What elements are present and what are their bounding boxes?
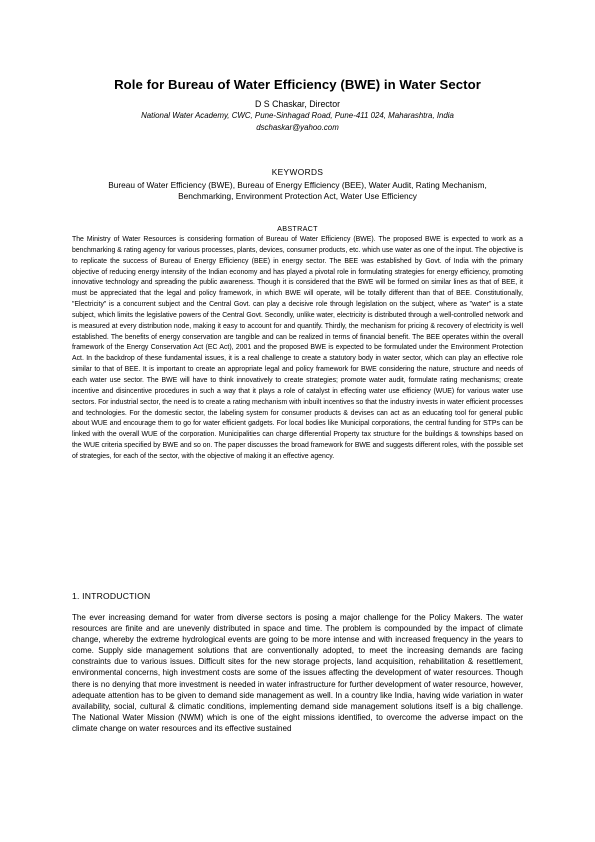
author-email: dschaskar@yahoo.com <box>256 123 339 132</box>
abstract-heading: ABSTRACT <box>277 224 318 233</box>
introduction-text: The ever increasing demand for water from diverse sectors is posing a major challenge for the Policy Makers. The water resources are finite and are unevenly distributed in space and time. The problem is compounded by the impact of climate change, whereby the extreme hydrological events are going to be more intense and with increased frequency in the years to come. Supply side management solutions that are conventionally adopted, to meet the increasing demands are facing constraints due to various issues. Difficult sites for the new storage projects, land acquisition, rehabilitation & resettlement, environmental concerns, high investment costs are some of the issues affecting the development of water resources. Though there is no denying that more investment is needed in water infrastructure for further development of water resource, however, adequate attention has to be given to demand side management as well. In a country like India, having wide variation in water availability, social, cultural & climatic conditions, implementing demand side management solutions itself is a big challenge. The National Water Mission (NWM) which is one of the eight missions identified, to overcome the adverse impact on the climate change on water resources and its effective sustained <box>72 613 523 733</box>
author-affiliation: National Water Academy, CWC, Pune-Sinhagad Road, Pune-411 024, Maharashtra, India <box>141 111 454 120</box>
abstract-text: The Ministry of Water Resources is considering formation of Bureau of Water Efficiency (BWE). The proposed BWE is expected to work as a benchmarking & rating agency for various processes, plants, devices, consumer products, etc. which use water as one of the input. The objective is to replicate the success of Bureau of Energy Efficiency (BEE) in energy sector. The BEE was established by Govt. of India with the primary objective of reducing energy intensity of the Indian economy and has played a pivotal role in formulating strategies for energy efficiency, promoting innovative technology and spreading the public awareness. Though it is considered that the BWE will be formed on similar lines as that of BEE, it must be appreciated that the legal and policy framework, in which BWE will operate, will be totally different than that of BEE. Constitutionally, "Electricity" is a concurrent subject and the Central Govt. can play a decisive role through legislation on the subject, where as "water" is a state subject, which limits the legislative powers of the Central Govt. Secondly, unlike water, electricity is distributed through a well-controlled network and is measured at every distribution node, making it easy to account for and quantify. Thirdly, the mechanism for pricing & recovery of electricity is well established. The benefits of energy conservation are tangible and can be realized in terms of financial benefit. The BEE operates within the overall framework of the Energy Conservation Act (EC Act), 2001 and the proposed BWE is expected to be formulated under the Environment Protection Act. In the backdrop of these fundamental issues, it is a real challenge to create a statutory body in water sector, which can play an effective role similar to that of BEE. It is important to create an appropriate legal and policy framework for BWE considering the nature, structure and needs of each water use sector. The BWE will have to think innovatively to create strategies; promote water audit, formulate rating mechanisms; create incentive and disincentive procedures in such a way that it plays a role of catalyst in effecting water use efficiency (WUE) for various water use sectors. For industrial sector, the need is to create a rating mechanism with inbuilt incentives so that the industry invests in water efficient processes and technologies. For the domestic sector, the labeling system for consumer products & devises can act as an educating tool for general public about WUE and encourage them to go for water efficient gadgets. For local bodies like Municipal corporations, the central funding for STPs can be linked with the overall WUE of the corporation. Municipalities can charge differential Property tax structure for the buildings & townships based on the WUE criteria specified by BWE and so on. The paper discusses the broad framework for BWE and suggests different roles, with the possible set of strategies, for each of the sector, with the objective of making it an effective agency. <box>72 236 523 460</box>
paper-title: Role for Bureau of Water Efficiency (BWE) in Water Sector <box>114 77 481 92</box>
section-heading-introduction: 1. INTRODUCTION <box>72 591 151 601</box>
keywords-heading: KEYWORDS <box>271 167 324 177</box>
author-line: D S Chaskar, Director <box>254 99 341 109</box>
keywords-text: Bureau of Water Efficiency (BWE), Bureau of Energy Efficiency (BEE), Water Audit, Rating Mechanism, Benchmarking, Environment Protection Act, Water Use Efficiency <box>108 180 487 201</box>
